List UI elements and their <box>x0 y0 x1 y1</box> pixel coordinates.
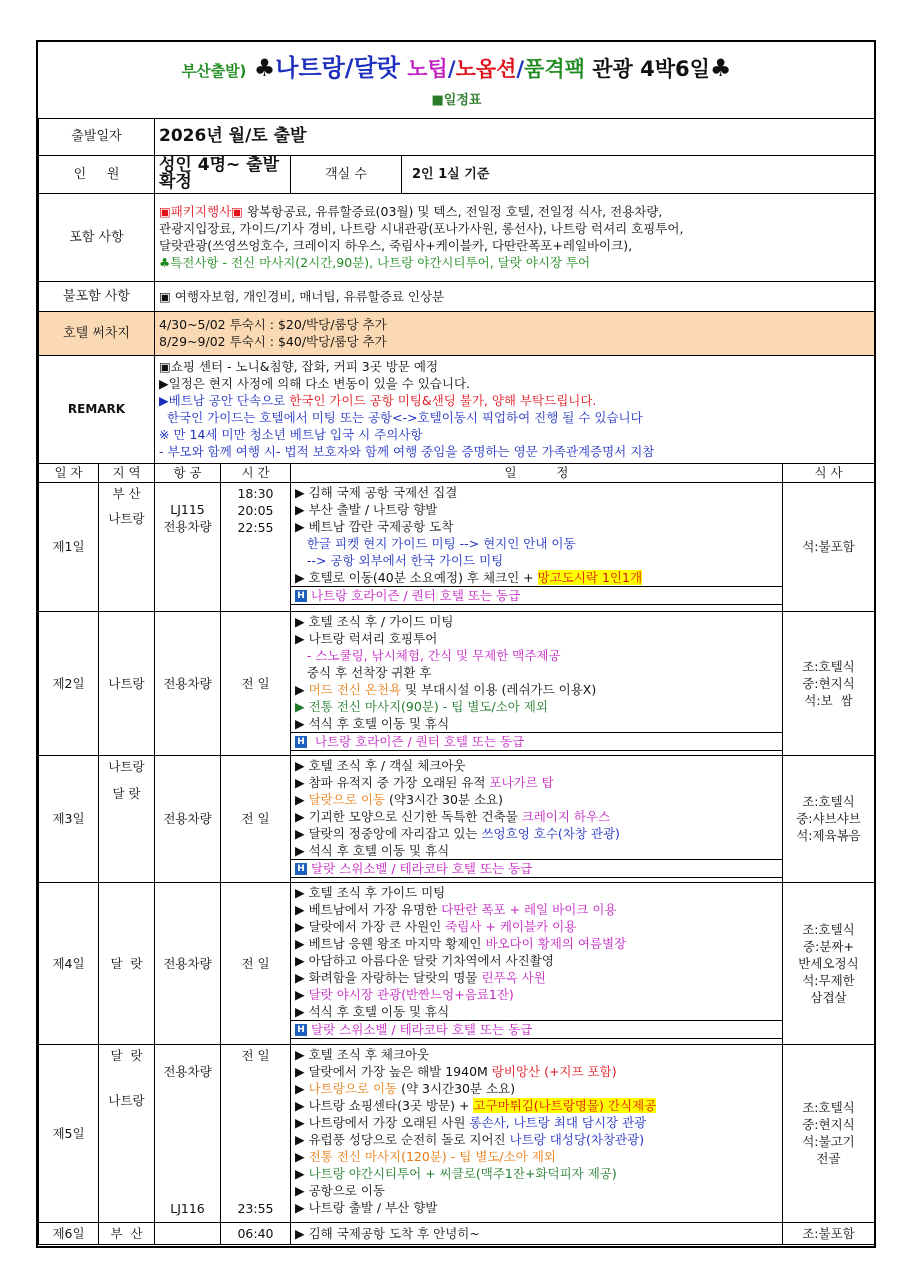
time-value: 06:40 <box>221 1222 291 1244</box>
doc-title <box>39 42 875 90</box>
remark-line: ▣쇼핑 센터 - 노니&침향, 잡화, 커피 3곳 방문 예정 <box>159 359 439 374</box>
hotel-h-icon: H <box>295 1024 307 1036</box>
day-label: 제3일 <box>39 755 99 882</box>
itinerary-line: ▶ 나트랑 쇼핑센타(3곳 방문) + <box>295 1097 474 1113</box>
place-name: 달 랏 <box>110 1047 143 1063</box>
remark-label: REMARK <box>39 355 155 463</box>
doc-subtitle: ■일정표 <box>431 93 482 109</box>
club-icon: ♣ <box>709 54 732 82</box>
itinerary-line: ▶ 부산 출발 / 나트랑 향발 <box>295 501 438 517</box>
itinerary-highlight: 쓰엉흐엉 호수(차창 관광) <box>481 825 620 841</box>
itinerary-line: ▶ 기괴한 모양으로 신기한 독특한 건축물 <box>295 808 522 824</box>
itinerary-line: ▶ 유럽풍 성당으로 순전히 돌로 지어진 <box>295 1131 510 1147</box>
remark-line: ※ 만 14세 미만 청소년 베트남 입국 시 주의사항 <box>159 427 423 442</box>
title-notip: 노팁 <box>407 57 448 81</box>
header-day: 일 자 <box>39 463 99 482</box>
itinerary-highlight: 포나가르 탑 <box>489 774 554 790</box>
itinerary-line: ▶ 김해 국제공항 도착 후 안녕히~ <box>291 1222 783 1244</box>
hotel-h-icon: H <box>295 863 307 875</box>
meal-cell: 석:불포함 <box>783 482 875 611</box>
meal-item: 조:호텔식 <box>802 794 855 809</box>
itinerary-line: ▶ 나트랑 럭셔리 호핑투어 <box>295 630 438 646</box>
transport: 전용차량 <box>155 755 221 882</box>
hotel-name: 달랏 스위소벨 / 테라코타 호텔 또는 동급 <box>311 860 533 876</box>
air-cell <box>155 1044 221 1222</box>
day-row <box>39 1222 875 1244</box>
itinerary-highlight: 롱손사, 나트랑 최대 담시장 관광 <box>469 1114 647 1130</box>
transport: 전용차량 <box>163 518 212 534</box>
air-cell <box>155 482 221 611</box>
special-benefits: ♣특전사항 - 전신 마사지(2시간,90분), 나트랑 야간시티투어, 달랏 야시장 투어 <box>159 255 591 270</box>
day-label: 제4일 <box>39 882 99 1044</box>
header-meal: 식 사 <box>783 463 875 482</box>
title-tour: 관광 4박6일 <box>592 57 710 81</box>
highlight-item: 고구마튀김(나트랑명물) 간식제공 <box>473 1097 657 1113</box>
place-name: 달 랏 <box>112 785 141 801</box>
place-name: 부 산 <box>112 485 141 501</box>
hotel-line <box>291 732 782 751</box>
meal-cell <box>783 1044 875 1222</box>
itinerary-highlight: 랑비앙산 (+지프 포함) <box>491 1063 617 1079</box>
day-row <box>39 755 875 882</box>
itinerary-highlight: 나트랑 대성당(차창관광) <box>509 1131 645 1147</box>
itinerary-highlight: 달랏 야시장 관광(반짠느엉+음료1잔) <box>308 986 514 1002</box>
hotel-name: 나트랑 호라이즌 / 퀀터 호텔 또는 동급 <box>311 587 521 603</box>
itinerary-line: ▶ 베트남에서 가장 유명한 <box>295 901 442 917</box>
itinerary-table <box>38 42 875 1245</box>
day-row <box>39 482 875 611</box>
remark-warning: 한국인 가이드 공항 미팅&샌딩 불가, 양해 부탁드립니다. <box>289 393 597 408</box>
meal-item: 조:호텔식 <box>802 658 855 674</box>
header-air: 항 공 <box>155 463 221 482</box>
header-time: 시 간 <box>221 463 291 482</box>
highlight-item: 망고도시락 1인1개 <box>537 569 643 585</box>
itinerary-line: ▶ 화려함을 자랑하는 달랏의 명물 <box>295 969 482 985</box>
room-value: 2인 1실 기준 <box>412 166 490 182</box>
header-itinerary: 일 정 <box>291 463 783 482</box>
itinerary-highlight: 나트랑으로 이동 <box>308 1080 398 1096</box>
meal-item: 전골 <box>816 1151 841 1166</box>
meal-cell: 조:불포함 <box>783 1222 875 1244</box>
include-content <box>155 193 875 281</box>
day-row <box>39 611 875 755</box>
itinerary-line: ▶ 호텔로 이동(40분 소요예정) 후 체크인 + <box>295 569 538 585</box>
itinerary-cell <box>291 611 783 755</box>
itinerary-line: ▶ 호텔 조식 후 체크아웃 <box>295 1046 430 1062</box>
remark-line: - 부모와 함께 여행 시- 법적 보호자와 함께 여행 중임을 증명하는 영문 가족관계증명서 지참 <box>159 444 655 459</box>
meal-item: 중:샤브샤브 <box>796 811 861 826</box>
itinerary-cell <box>291 1044 783 1222</box>
remark-line: ▶베트남 공안 단속으로 <box>159 393 290 408</box>
itinerary-line: ▶ 아담하고 아름다운 달랏 기차역에서 사진촬영 <box>295 952 554 968</box>
time-cell <box>221 482 291 611</box>
meal-item: 석:제육볶음 <box>796 828 861 843</box>
time-value: 20:05 <box>237 502 274 518</box>
people-label: 인 원 <box>39 155 155 193</box>
depart-value: 2026년 월/토 출발 <box>155 118 875 155</box>
itinerary-highlight: 다딴란 폭포 + 레일 바이크 이용 <box>441 901 617 917</box>
meal-item: 석:불고기 <box>802 1134 855 1149</box>
day-row <box>39 882 875 1044</box>
exclude-value: ▣ 여행자보험, 개인경비, 매너팁, 유류할증료 인상분 <box>155 281 875 311</box>
meal-item: 중:현지식 <box>802 1117 855 1132</box>
itinerary-document <box>36 40 876 1248</box>
itinerary-line: ▶ <box>295 1148 309 1164</box>
itinerary-line: ▶ 나트랑 출발 / 부산 향발 <box>295 1199 438 1215</box>
meal-item: 삼겹살 <box>810 989 847 1005</box>
itinerary-line: ▶ 베트남 응웬 왕조 마지막 황제인 <box>295 935 486 951</box>
time-cell <box>221 1044 291 1222</box>
time-value: 전 일 <box>221 611 291 755</box>
time-value: 23:55 <box>237 1200 274 1216</box>
itinerary-line: ▶ 달랏에서 가장 높은 해발 1940M <box>295 1063 492 1079</box>
title-slash: / <box>447 57 456 81</box>
place-cell <box>99 1044 155 1222</box>
transport: 전용차량 <box>155 611 221 755</box>
meal-cell <box>783 755 875 882</box>
itinerary-line: ▶ <box>295 1080 309 1096</box>
title-premium: 품격팩 <box>524 57 585 81</box>
title-nooption: 노옵션 <box>455 57 517 81</box>
hotel-h-icon: H <box>295 590 307 602</box>
place-name: 나트랑 <box>108 758 145 774</box>
include-label: 포함 사항 <box>39 193 155 281</box>
meal-item: 반세오정식 <box>798 955 859 971</box>
itinerary-highlight: 전통 전신 마사지(120분) - 팁 별도/소아 제외 <box>308 1148 556 1164</box>
surcharge-line: 4/30~5/02 투숙시 : $20/박당/룸당 추가 <box>159 317 387 332</box>
hotel-line <box>291 1020 782 1039</box>
hotel-line <box>291 859 782 878</box>
itinerary-line: ▶ <box>295 986 309 1002</box>
itinerary-highlight: 머드 전신 온천욕 <box>308 681 402 697</box>
meal-cell <box>783 611 875 755</box>
hotel-name: 달랏 스위소벨 / 테라코타 호텔 또는 동급 <box>311 1021 533 1037</box>
day-label: 제6일 <box>39 1222 99 1244</box>
header-place: 지 역 <box>99 463 155 482</box>
itinerary-line: 중식 후 선착장 귀환 후 <box>295 664 432 680</box>
remark-line: ▶일정은 현지 사정에 의해 다소 변동이 있을 수 있습니다. <box>159 376 471 391</box>
itinerary-line: ▶ 달랏의 정중앙에 자리잡고 있는 <box>295 825 482 841</box>
exclude-label: 불포함 사항 <box>39 281 155 311</box>
schedule-header <box>39 463 875 482</box>
title-prefix: 부산출발) <box>181 62 247 80</box>
itinerary-line: ▶ 공항으로 이동 <box>295 1182 386 1198</box>
transport: 전용차량 <box>163 1063 212 1079</box>
meal-item: 석:보 쌈 <box>804 692 853 708</box>
itinerary-line: ▶ 석식 후 호텔 이동 및 휴식 <box>295 1003 450 1019</box>
itinerary-line: ▶ 나트랑에서 가장 오래된 사원 <box>295 1114 470 1130</box>
itinerary-line: ▶ 석식 후 호텔 이동 및 휴식 <box>295 842 450 858</box>
place-cell <box>99 755 155 882</box>
meal-item: 조:호텔식 <box>802 921 855 937</box>
depart-label: 출발일자 <box>39 118 155 155</box>
meal-item: 중:현지식 <box>802 675 855 691</box>
itinerary-line: ▶ 호텔 조식 후 / 객실 체크아웃 <box>295 757 466 773</box>
day-label: 제1일 <box>39 482 99 611</box>
itinerary-line: ▶ 호텔 조식 후 가이드 미팅 <box>295 884 446 900</box>
time-value: 18:30 <box>237 485 274 501</box>
title-destination: 나트랑/달랏 <box>275 54 400 82</box>
itinerary-cell <box>291 482 783 611</box>
meal-item: 조:호텔식 <box>802 1100 855 1115</box>
time-value: 전 일 <box>221 882 291 1044</box>
room-label: 객실 수 <box>291 156 402 193</box>
place-name: 나트랑 <box>99 611 155 755</box>
itinerary-line: ▶ 달랏에서 가장 큰 사원인 <box>295 918 446 934</box>
place-name: 달 랏 <box>99 882 155 1044</box>
remark-line: 한국인 가이드는 호텔에서 미팅 또는 공항<->호텔이동시 픽업하여 진행 될 수 있습니다 <box>159 410 643 425</box>
itinerary-line: ▶ 호텔 조식 후 / 가이드 미팅 <box>295 613 454 629</box>
meal-item: 석:무제한 <box>802 972 855 988</box>
itinerary-highlight: 달랏으로 이동 <box>308 791 386 807</box>
itinerary-line: ▶ 베트남 깜란 국제공항 도착 <box>295 518 454 534</box>
include-text: 관광지입장료, 가이드/기사 경비, 나트랑 시내관광(포나가사원, 롱선사), 나트랑 럭셔리 호핑투어, <box>159 221 684 236</box>
itinerary-highlight: 린푸옥 사원 <box>481 969 546 985</box>
day-row <box>39 1044 875 1222</box>
surcharge-label: 호텔 써차지 <box>39 311 155 355</box>
include-text: 왕복항공료, 유류할증료(03월) 및 텍스, 전일정 호텔, 전일정 식사, 전용차량, <box>243 204 663 219</box>
itinerary-line: ▶ <box>295 791 309 807</box>
flight-number: LJ115 <box>170 501 205 517</box>
hotel-line <box>291 586 782 605</box>
title-slash: / <box>516 57 525 81</box>
transport: 전용차량 <box>155 882 221 1044</box>
itinerary-line: ▶ <box>295 1165 309 1181</box>
day-label: 제2일 <box>39 611 99 755</box>
place-name: 나트랑 <box>108 510 145 526</box>
flight-number: LJ116 <box>170 1200 205 1216</box>
itinerary-line: ▶ 석식 후 호텔 이동 및 휴식 <box>295 715 450 731</box>
itinerary-line: ▶ <box>295 681 309 697</box>
surcharge-content <box>155 311 875 355</box>
place-name: 나트랑 <box>108 1092 145 1108</box>
itinerary-cell <box>291 755 783 882</box>
itinerary-line: 및 부대시설 이용 (레쉬가드 이용X) <box>401 681 597 697</box>
hotel-h-icon: H <box>295 736 307 748</box>
time-value: 22:55 <box>237 519 274 535</box>
itinerary-highlight: 죽림사 + 케이블카 이용 <box>445 918 577 934</box>
itinerary-line: --> 공항 외부에서 한국 가이드 미팅 <box>295 552 504 568</box>
place-name: 부 산 <box>99 1222 155 1244</box>
time-value: 전 일 <box>241 1047 270 1063</box>
people-value: 성인 4명~ 출발 확정 <box>155 155 291 193</box>
include-text: 달랏관광(쓰영쓰엉호수, 크레이지 하우스, 죽림사+케이블카, 다딴란폭포+레일바이크), <box>159 238 633 253</box>
meal-item: 중:분짜+ <box>803 938 854 954</box>
itinerary-line: 한글 피켓 현지 가이드 미팅 --> 현지인 안내 이동 <box>295 535 576 551</box>
transport <box>155 1222 221 1244</box>
remark-content <box>155 355 875 463</box>
itinerary-line: (약 3시간30분 소요) <box>397 1080 516 1096</box>
hotel-name: 나트랑 호라이즌 / 퀀터 호텔 또는 동급 <box>311 733 525 749</box>
itinerary-highlight: 크레이지 하우스 <box>521 808 611 824</box>
surcharge-line: 8/29~9/02 투숙시 : $40/박당/룸당 추가 <box>159 334 387 349</box>
day-label: 제5일 <box>39 1044 99 1222</box>
itinerary-highlight: 나트랑 야간시티투어 + 씨클로(맥주1잔+화덕피자 제공) <box>308 1165 617 1181</box>
time-value: 전 일 <box>221 755 291 882</box>
itinerary-cell <box>291 882 783 1044</box>
itinerary-line: ▶ 참파 유적지 중 가장 오래된 유적 <box>295 774 490 790</box>
itinerary-highlight: 바오다이 황제의 여름별장 <box>485 935 627 951</box>
place-cell <box>99 482 155 611</box>
itinerary-line: (약3시간 30분 소요) <box>385 791 504 807</box>
package-label: ▣패키지행사▣ <box>159 204 243 219</box>
itinerary-line: - 스노쿨링, 낚시체험, 간식 및 무제한 맥주제공 <box>295 647 561 663</box>
club-icon: ♣ <box>253 54 276 82</box>
meal-cell <box>783 882 875 1044</box>
itinerary-line: ▶ 전통 전신 마사지(90분) - 팁 별도/소아 제외 <box>295 698 548 714</box>
itinerary-line: ▶ 김해 국제 공항 국제선 집결 <box>295 484 458 500</box>
